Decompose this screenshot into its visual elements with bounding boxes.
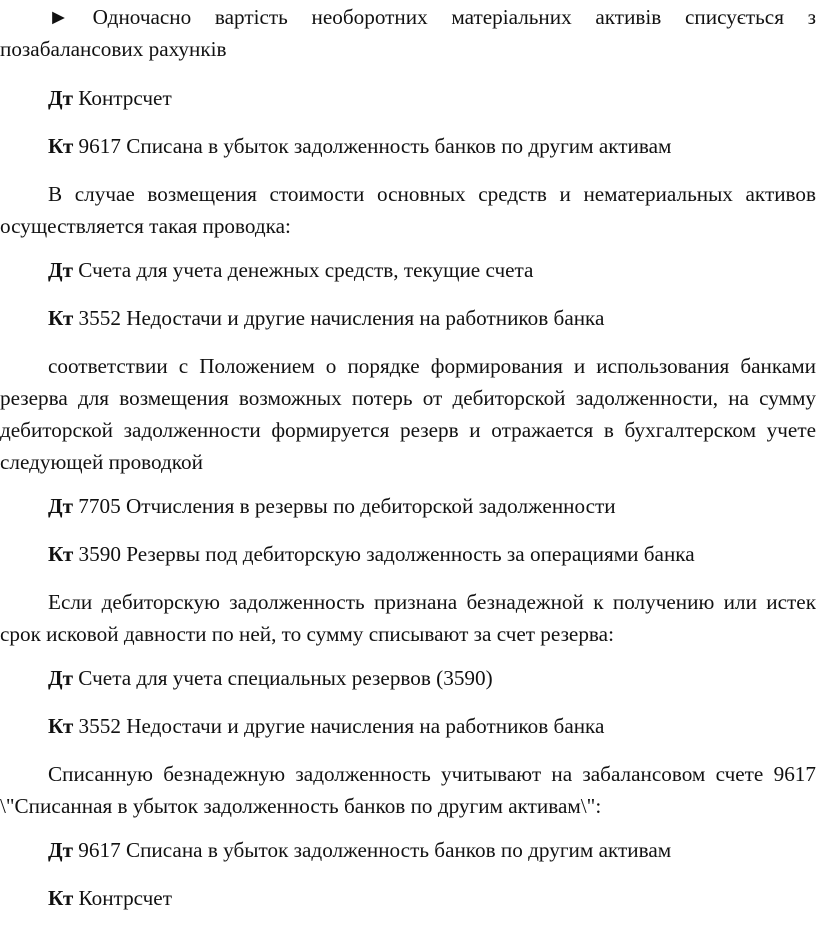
paragraph-text — [0, 254, 816, 286]
paragraph-content: Контрсчет — [72, 86, 172, 110]
paragraph-text — [0, 662, 816, 694]
paragraph-content: Если дебиторскую задолженность признана безнадежной к получению или истек срок исковой давности по ней, то сумму списывают за счет резерва: — [0, 590, 816, 646]
paragraph-text — [0, 130, 816, 162]
bold-label: Кт — [48, 714, 74, 738]
paragraph-content: Счета для учета специальных резервов (3590) — [72, 666, 493, 690]
paragraph-text — [0, 758, 816, 822]
bold-label: Дт — [48, 838, 73, 862]
paragraph-11 — [0, 662, 816, 694]
paragraph-content: Счета для учета денежных средств, текущие счета — [72, 258, 534, 282]
paragraph-10 — [0, 586, 816, 650]
paragraph-text — [0, 178, 816, 242]
paragraph-text — [0, 1, 816, 65]
bold-label: Дт — [48, 494, 73, 518]
paragraph-text — [0, 302, 816, 334]
paragraph-1 — [0, 1, 816, 65]
paragraph-8 — [0, 490, 816, 522]
bold-label: Кт — [48, 306, 74, 330]
paragraph-text — [0, 586, 816, 650]
paragraph-7 — [0, 350, 816, 478]
paragraph-text — [0, 490, 816, 522]
paragraph-6 — [0, 302, 816, 334]
paragraph-content: 7705 Отчисления в резервы по дебиторской задолженности — [72, 494, 616, 518]
paragraph-3 — [0, 130, 816, 162]
paragraph-14 — [0, 834, 816, 866]
paragraph-content: 9617 Списана в убыток задолженность банков по другим активам — [73, 134, 672, 158]
paragraph-content: В случае возмещения стоимости основных средств и нематериальных активов осуществляется такая проводка: — [0, 182, 816, 238]
bold-label: Кт — [48, 134, 74, 158]
paragraph-content: 3590 Резервы под дебиторскую задолженность за операциями банка — [73, 542, 695, 566]
paragraph-4 — [0, 178, 816, 242]
paragraph-text — [0, 350, 816, 478]
paragraph-content: 9617 Списана в убыток задолженность банков по другим активам — [72, 838, 672, 862]
paragraph-text — [0, 710, 816, 742]
bold-label: Дт — [48, 258, 73, 282]
paragraph-content: 3552 Недостачи и другие начисления на работников банка — [73, 714, 605, 738]
paragraph-text — [0, 882, 816, 914]
paragraph-5 — [0, 254, 816, 286]
paragraph-content: 3552 Недостачи и другие начисления на работников банка — [73, 306, 605, 330]
bold-label: Кт — [48, 886, 74, 910]
bold-label: Дт — [48, 666, 73, 690]
paragraph-content: соответствии с Положением о порядке формирования и использования банками резерва для возмещения возможных потерь от дебиторской задолженности, на сумму дебиторской задолженности формируется резерв и отражается в бухгалтерском учете следующей проводкой — [0, 354, 816, 474]
paragraph-12 — [0, 710, 816, 742]
bold-label: Дт — [48, 86, 73, 110]
paragraph-9 — [0, 538, 816, 570]
paragraph-text — [0, 834, 816, 866]
paragraph-content: Контрсчет — [73, 886, 172, 910]
paragraph-text — [0, 82, 816, 114]
paragraph-content: ► Одночасно вартість необоротних матеріальних активів списується з позабалансових рахунків — [0, 5, 816, 61]
paragraph-15 — [0, 882, 816, 914]
bold-label: Кт — [48, 542, 74, 566]
paragraph-text — [0, 538, 816, 570]
paragraph-13 — [0, 758, 816, 822]
paragraph-2 — [0, 82, 816, 114]
paragraph-content: Списанную безнадежную задолженность учитывают на забалансовом счете 9617 \"Списанная в убыток задолженность банков по другим активам\": — [0, 762, 816, 818]
